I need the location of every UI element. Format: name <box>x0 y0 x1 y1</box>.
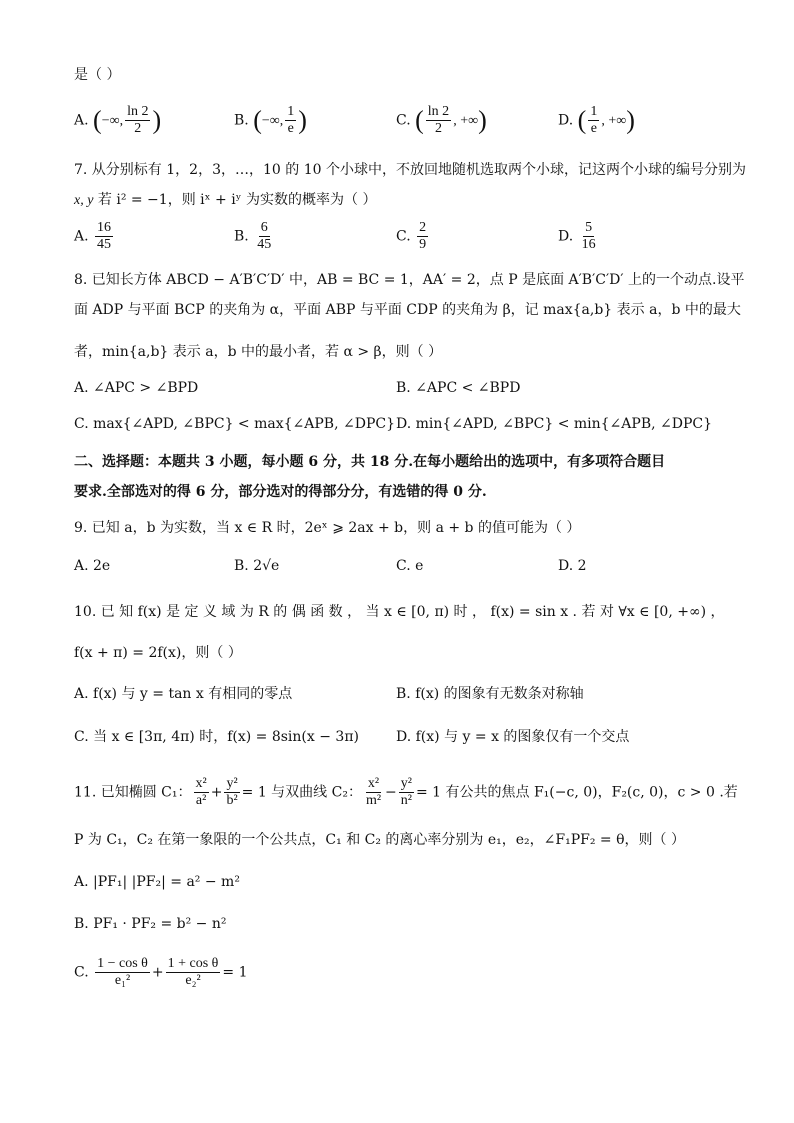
fraction <box>255 220 273 253</box>
q6-option-b <box>234 104 307 137</box>
interval-left: −∞, <box>261 113 284 129</box>
denominator: 2 <box>434 121 442 136</box>
q11-option-b: B. PF₁ · PF₂ = b² − n² <box>74 916 227 932</box>
denominator: 2 <box>134 121 142 136</box>
q10-option-d: D. f(x) 与 y = x 的图象仅有一个交点 <box>396 729 630 745</box>
q10-stem-line1: 10. 已 知 f(x) 是 定 义 域 为 R 的 偶 函 数 ， 当 x ∈ [0, π) 时 ， f(x) = sin x . 若 对 ∀x ∈ [0, +∞) ， <box>74 604 725 620</box>
denominator: a² <box>195 793 207 808</box>
fraction <box>194 776 209 809</box>
q8-option-d: D. min{∠APD, ∠BPC} < min{∠APB, ∠DPC} <box>396 416 712 432</box>
option-letter: B. <box>234 228 249 245</box>
interval-left: −∞, <box>101 113 124 129</box>
q11-mid: = 1 与双曲线 C₂： <box>241 784 362 801</box>
numerator: y² <box>400 776 412 791</box>
denominator: m² <box>365 793 382 808</box>
paren-close: ) <box>626 105 635 135</box>
fraction <box>166 956 221 989</box>
fraction <box>399 776 414 809</box>
option-letter: D. <box>558 112 574 129</box>
numerator: ln 2 <box>427 104 450 119</box>
denominator: 45 <box>257 237 272 252</box>
q8-option-a: A. ∠APC > ∠BPD <box>74 380 199 396</box>
numerator: ln 2 <box>127 104 149 119</box>
option-letter: C. <box>74 964 89 981</box>
paren-close: ) <box>298 105 307 135</box>
numerator: y² <box>226 776 238 791</box>
option-letter: A. <box>74 228 89 245</box>
minus-sign: − <box>385 784 397 801</box>
q7-option-a <box>74 220 115 253</box>
fraction <box>580 220 598 253</box>
numerator: x² <box>367 776 380 791</box>
denominator: 16 <box>581 237 596 252</box>
fraction <box>125 104 150 137</box>
q8-stem-line2: 面 ADP 与平面 BCP 的夹角为 α，平面 ABP 与平面 CDP 的夹角为 β，记 max{a,b} 表示 a，b 中的最大 <box>74 302 741 318</box>
fraction <box>364 776 383 809</box>
q8-option-b: B. ∠APC < ∠BPD <box>396 380 521 396</box>
option-letter: C. <box>396 228 411 245</box>
q11-option-c <box>74 956 247 989</box>
numerator: 5 <box>585 220 593 235</box>
denominator: e₂² <box>185 973 201 988</box>
q10-stem-line2: f(x + π) = 2f(x)，则（ ） <box>74 645 242 661</box>
fraction <box>95 220 113 253</box>
q10-option-c: C. 当 x ∈ [3π, 4π) 时，f(x) = 8sin(x − 3π) <box>74 729 359 745</box>
plus-sign: + <box>151 964 164 981</box>
q7-stem-line1: 7. 从分别标有 1，2，3，…，10 的 10 个小球中，不放回地随机选取两个小球，记这两个小球的编号分别为 <box>74 162 746 178</box>
option-letter: A. <box>74 112 89 129</box>
denominator: 45 <box>97 237 112 252</box>
paren-open: ( <box>93 105 102 135</box>
q11-pre: 11. 已知椭圆 C₁： <box>74 784 192 801</box>
numerator: 6 <box>260 220 268 235</box>
numerator: 2 <box>419 220 427 235</box>
q10-option-a: A. f(x) 与 y = tan x 有相同的零点 <box>74 686 293 702</box>
paren-open: ( <box>577 105 587 135</box>
q9-stem: 9. 已知 a，b 为实数，当 x ∈ R 时，2eˣ ⩾ 2ax + b，则 a + b 的值可能为（ ） <box>74 520 581 536</box>
q7-stem-line2-text: 若 i² = −1，则 iˣ + iʸ 为实数的概率为（ ） <box>97 192 377 208</box>
paren-open: ( <box>415 105 424 135</box>
section2-heading-line2: 要求.全部选对的得 6 分，部分选对的得部分分，有选错的得 0 分. <box>74 484 487 500</box>
q11-stem-line1 <box>74 776 738 809</box>
q6-option-d <box>558 104 635 137</box>
interval-right: , +∞ <box>601 113 627 129</box>
plus-sign: + <box>210 784 223 801</box>
fraction <box>224 776 239 809</box>
q8-option-c: C. max{∠APD, ∠BPC} < max{∠APB, ∠DPC} <box>74 416 395 432</box>
section2-heading-line1: 二、选择题：本题共 3 小题，每小题 6 分，共 18 分.在每小题给出的选项中，有多项符合题目 <box>74 454 666 470</box>
denominator: e <box>287 121 294 136</box>
q11-post: = 1 有公共的焦点 F₁(−c, 0)，F₂(c, 0)，c > 0 .若 <box>415 784 738 801</box>
paren-close: ) <box>152 105 162 135</box>
denominator: b² <box>226 793 238 808</box>
q7-option-c <box>396 220 430 253</box>
option-letter: D. <box>558 228 574 245</box>
numerator: x² <box>195 776 207 791</box>
q6-option-c <box>396 104 487 137</box>
q7-vars: x, y <box>74 193 94 208</box>
denominator: n² <box>400 793 412 808</box>
option-letter: B. <box>234 112 249 129</box>
numerator: 1 <box>590 104 598 119</box>
q9-option-a: A. 2e <box>74 558 111 574</box>
numerator: 1 + cos θ <box>167 956 219 971</box>
denominator: e <box>590 121 597 136</box>
q7-stem-line2 <box>74 190 377 211</box>
q9-option-c: C. e <box>396 558 424 574</box>
q7-option-b <box>234 220 275 253</box>
numerator: 1 − cos θ <box>97 956 148 971</box>
paren-close: ) <box>478 105 487 135</box>
equation-rest: = 1 <box>222 964 248 981</box>
fraction <box>285 104 296 137</box>
paren-open: ( <box>253 105 262 135</box>
interval-right: , +∞ <box>453 113 479 129</box>
denominator: 9 <box>419 237 427 252</box>
option-letter: C. <box>396 112 411 129</box>
q9-option-d: D. 2 <box>558 558 587 574</box>
numerator: 16 <box>97 220 112 235</box>
q11-stem-line2: P 为 C₁，C₂ 在第一象限的一个公共点，C₁ 和 C₂ 的离心率分别为 e₁，e₂，∠F₁PF₂ = θ，则（ ） <box>74 832 685 848</box>
fraction <box>588 104 599 137</box>
q8-stem-line3: 者，min{a,b} 表示 a，b 中的最小者，若 α > β，则（ ） <box>74 344 443 360</box>
fraction <box>417 220 428 253</box>
q6-option-a <box>74 104 161 137</box>
q9-option-b: B. 2√e <box>234 558 280 574</box>
q7-option-d <box>558 220 600 253</box>
denominator: e₁² <box>114 973 131 988</box>
fraction <box>95 956 150 989</box>
numerator: 1 <box>287 104 295 119</box>
q11-option-a: A. |PF₁| |PF₂| = a² − m² <box>74 874 240 890</box>
q10-option-b: B. f(x) 的图象有无数条对称轴 <box>396 686 584 702</box>
fraction <box>426 104 451 137</box>
q6-stem-tail: 是（ ） <box>74 67 121 83</box>
q8-stem-line1: 8. 已知长方体 ABCD − A′B′C′D′ 中，AB = BC = 1，AA′ = 2，点 P 是底面 A′B′C′D′ 上的一个动点.设平 <box>74 272 745 288</box>
